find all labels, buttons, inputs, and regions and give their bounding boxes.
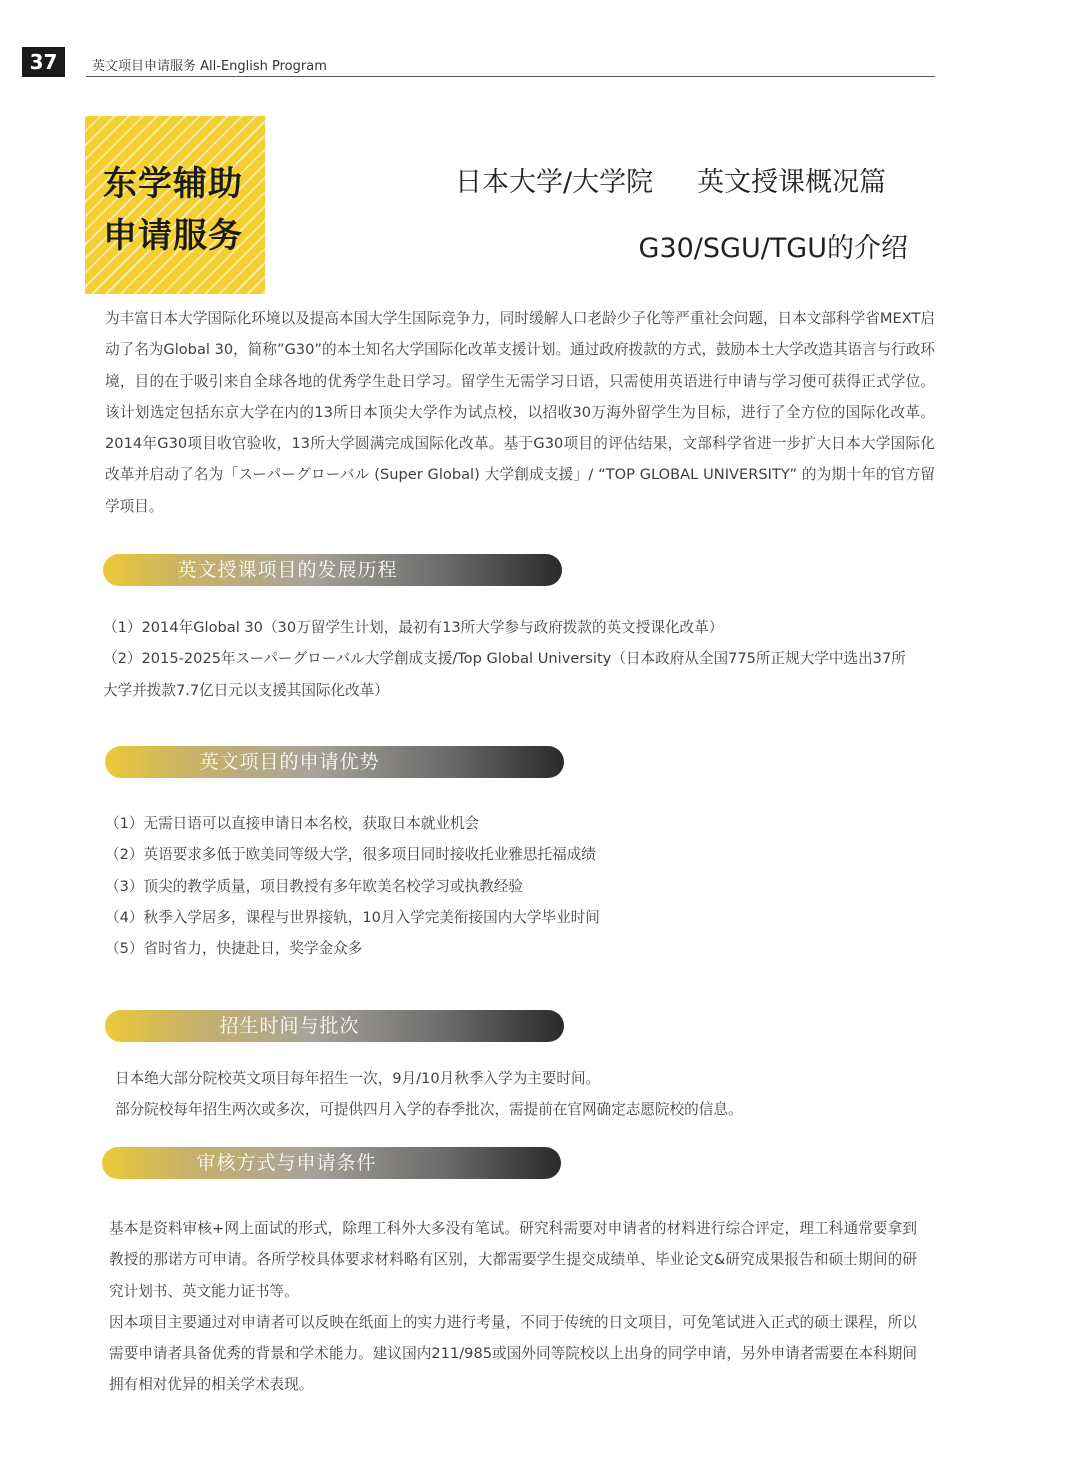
- list-item: （5）省时省力，快捷赴日，奖学金众多: [105, 940, 363, 958]
- section-heading-schedule: [105, 1010, 564, 1042]
- badge-title-line-2: 申请服务: [103, 216, 243, 256]
- page-title-left: 日本大学/大学院: [455, 167, 654, 198]
- list-item: （2）英语要求多低于欧美同等级大学，很多项目同时接收托业雅思托福成绩: [105, 846, 596, 864]
- review-text: [109, 1213, 917, 1401]
- section-heading-review-label: 审核方式与申请条件: [196, 1152, 377, 1174]
- review-paragraph-2: 因本项目主要通过对申请者可以反映在纸面上的实力进行考量，不同于传统的日文项目，可免笔试进入正式的硕士课程，所以需要申请者具备优秀的背景和学术能力。建议国内211/985或国外同等院校以上出身的同学申请，另外申请者需要在本科期间拥有相对优异的相关学术表现。: [109, 1313, 917, 1394]
- page-subtitle: G30/SGU/TGU的介绍: [638, 233, 908, 264]
- header-divider: [86, 76, 935, 77]
- list-item: （2）2015-2025年スーパーグローバル大学創成支援/Top Global University（日本政府从全国775所正规大学中选出37所大学并拨款7.7亿日元以支援其国际化改革）: [103, 650, 906, 699]
- section-heading-schedule-label: 招生时间与批次: [219, 1015, 360, 1037]
- schedule-line-1: 日本绝大部分院校英文项目每年招生一次，9月/10月秋季入学为主要时间。: [115, 1070, 601, 1087]
- review-paragraph-1: 基本是资料审核+网上面试的形式，除理工科外大多没有笔试。研究科需要对申请者的材料进行综合评定，理工科通常要拿到教授的那诺方可申请。各所学校具体要求材料略有区别，大都需要学生提交成绩单、毕业论文&研究成果报告和硕士期间的研究计划书、英文能力证书等。: [109, 1220, 917, 1300]
- page-title-right: 英文授课概况篇: [697, 167, 887, 198]
- section-heading-history: [103, 554, 562, 586]
- section-heading-advantages-label: 英文项目的申请优势: [199, 751, 380, 773]
- page-number: 37: [22, 47, 65, 77]
- list-item: （3）顶尖的教学质量，项目教授有多年欧美名校学习或执教经验: [105, 877, 523, 895]
- intro-paragraph: 为丰富日本大学国际化环境以及提高本国大学生国际竞争力，同时缓解人口老龄少子化等严重社会问题，日本文部科学省MEXT启动了名为Global 30，简称”G30”的本土知名大学国际化改革支援计划。通过政府拨款的方式，鼓励本土大学改造其语言与行政环境，目的在于吸引来自全球各地的优秀学生赴日学习。留学生无需学习日语，只需使用英语进行申请与学习便可获得正式学位。该计划选定包括东京大学在内的13所日本顶尖大学作为试点校，以招收30万海外留学生为目标，进行了全方位的国际化改革。2014年G30项目收官验收，13所大学圆满完成国际化改革。基于G30项目的评估结果，文部科学省进一步扩大日本大学国际化改革并启动了名为「スーパーグローバル (Super Global) 大学創成支援」/ “TOP GLOBAL UNIVERSITY” 的为期十年的官方留学项目。: [105, 310, 935, 515]
- section-heading-advantages: [105, 746, 564, 778]
- advantages-list: [105, 808, 915, 964]
- schedule-line-2: 部分院校每年招生两次或多次，可提供四月入学的春季批次，需提前在官网确定志愿院校的信息。: [115, 1101, 743, 1119]
- service-badge: [85, 116, 265, 294]
- badge-title-line-1: 东学辅助: [103, 164, 243, 204]
- history-list: [103, 612, 913, 706]
- list-item: （4）秋季入学居多，课程与世界接轨，10月入学完美衔接国内大学毕业时间: [105, 908, 600, 926]
- section-heading-review: [102, 1147, 561, 1179]
- list-item: （1）2014年Global 30（30万留学生计划，最初有13所大学参与政府拨款的英文授课化改革）: [103, 619, 724, 636]
- running-header: 英文项目申请服务 All-English Program: [92, 59, 327, 74]
- list-item: （1）无需日语可以直接申请日本名校，获取日本就业机会: [105, 815, 480, 832]
- section-heading-history-label: 英文授课项目的发展历程: [177, 559, 398, 581]
- page-title: [455, 160, 886, 199]
- schedule-text: [115, 1063, 925, 1126]
